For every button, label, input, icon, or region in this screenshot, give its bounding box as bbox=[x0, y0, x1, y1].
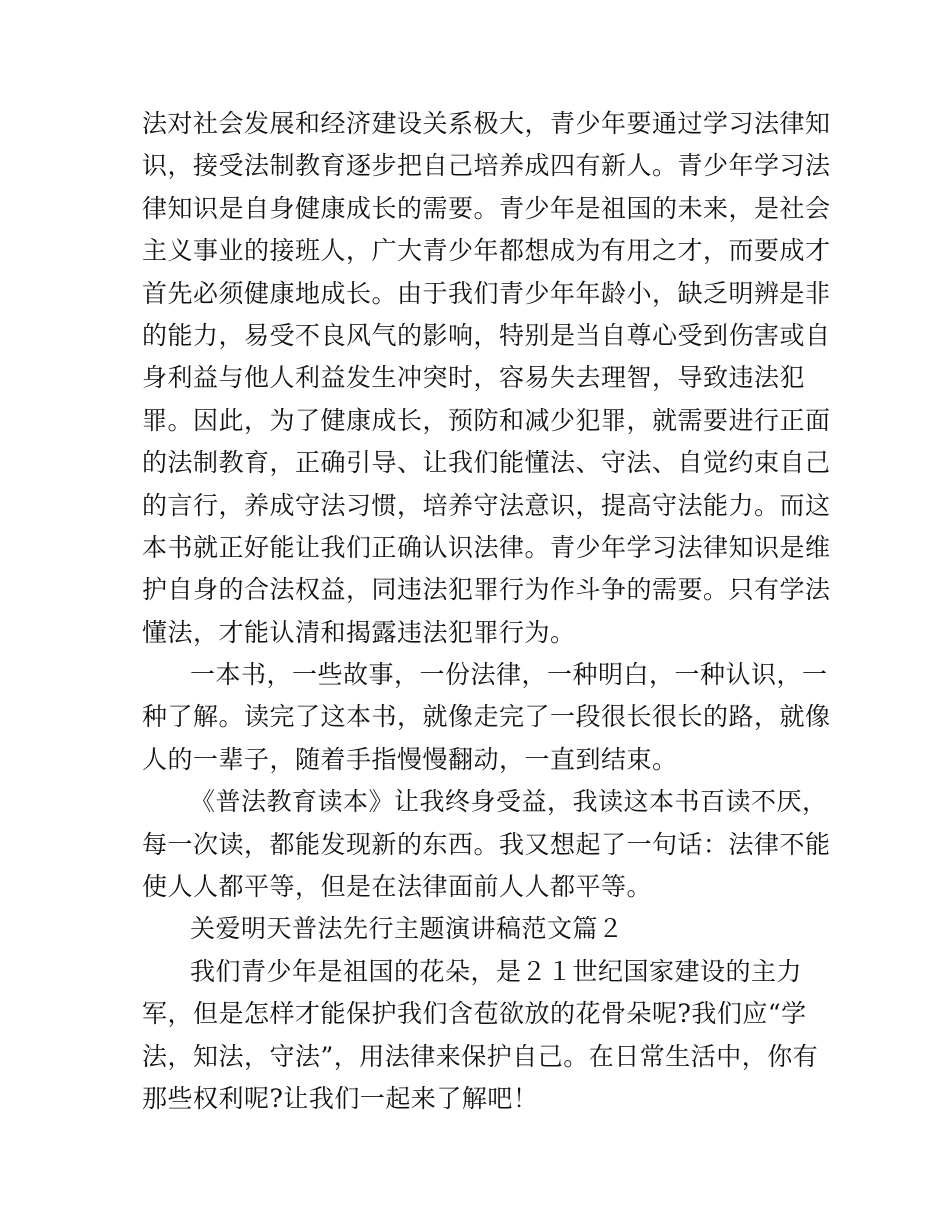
text-line: 识，接受法制教育逐步把自己培养成四有新人。青少年学习法 bbox=[142, 151, 831, 181]
text-line: 人的一辈子，随着手指慢慢翻动，一直到结束。 bbox=[142, 744, 678, 774]
text-line: 护自身的合法权益，同违法犯罪行为作斗争的需要。只有学法 bbox=[142, 575, 831, 605]
text-line: 本书就正好能让我们正确认识法律。青少年学习法律知识是维 bbox=[142, 532, 831, 562]
text-line: 律知识是自身健康成长的需要。青少年是祖国的未来，是社会 bbox=[142, 193, 831, 223]
text-line: 首先必须健康地成长。由于我们青少年年龄小，缺乏明辨是非 bbox=[142, 278, 831, 308]
text-line: 身利益与他人利益发生冲突时，容易失去理智，导致违法犯 bbox=[142, 363, 806, 393]
text-line: 懂法，才能认清和揭露违法犯罪行为。 bbox=[142, 617, 576, 647]
document-body bbox=[142, 103, 831, 1120]
text-line: 罪。因此，为了健康成长，预防和减少犯罪，就需要进行正面 bbox=[142, 405, 831, 435]
text-line: 每一次读，都能发现新的东西。我又想起了一句话：法律不能 bbox=[142, 829, 831, 859]
text-line: 《普法教育读本》让我终身受益，我读这本书百读不厌， bbox=[190, 787, 828, 817]
text-line: 法对社会发展和经济建设关系极大，青少年要通过学习法律知 bbox=[142, 109, 831, 138]
text-line: 那些权利呢?让我们一起来了解吧！ bbox=[142, 1083, 539, 1113]
section-heading: 关爱明天普法先行主题演讲稿范文篇２ bbox=[190, 914, 624, 944]
text-line: 的言行，养成守法习惯，培养守法意识，提高守法能力。而这 bbox=[142, 490, 831, 520]
text-line: 法，知法，守法”，用法律来保护自己。在日常生活中，你有 bbox=[142, 1041, 819, 1071]
text-line: 的能力，易受不良风气的影响，特别是当自尊心受到伤害或自 bbox=[142, 320, 831, 350]
text-line: 一本书，一些故事，一份法律，一种明白，一种认识，一 bbox=[190, 660, 828, 690]
text-line: 我们青少年是祖国的花朵，是２１世纪国家建设的主力 bbox=[190, 956, 803, 986]
text-line: 种了解。读完了这本书，就像走完了一段很长很长的路，就像 bbox=[142, 702, 831, 732]
text-line: 的法制教育，正确引导、让我们能懂法、守法、自觉约束自己 bbox=[142, 448, 831, 478]
text-line: 使人人都平等，但是在法律面前人人都平等。 bbox=[142, 872, 653, 902]
text-line: 军，但是怎样才能保护我们含苞欲放的花骨朵呢?我们应“学 bbox=[142, 999, 807, 1029]
text-line: 主义事业的接班人，广大青少年都想成为有用之才，而要成才 bbox=[142, 236, 831, 266]
